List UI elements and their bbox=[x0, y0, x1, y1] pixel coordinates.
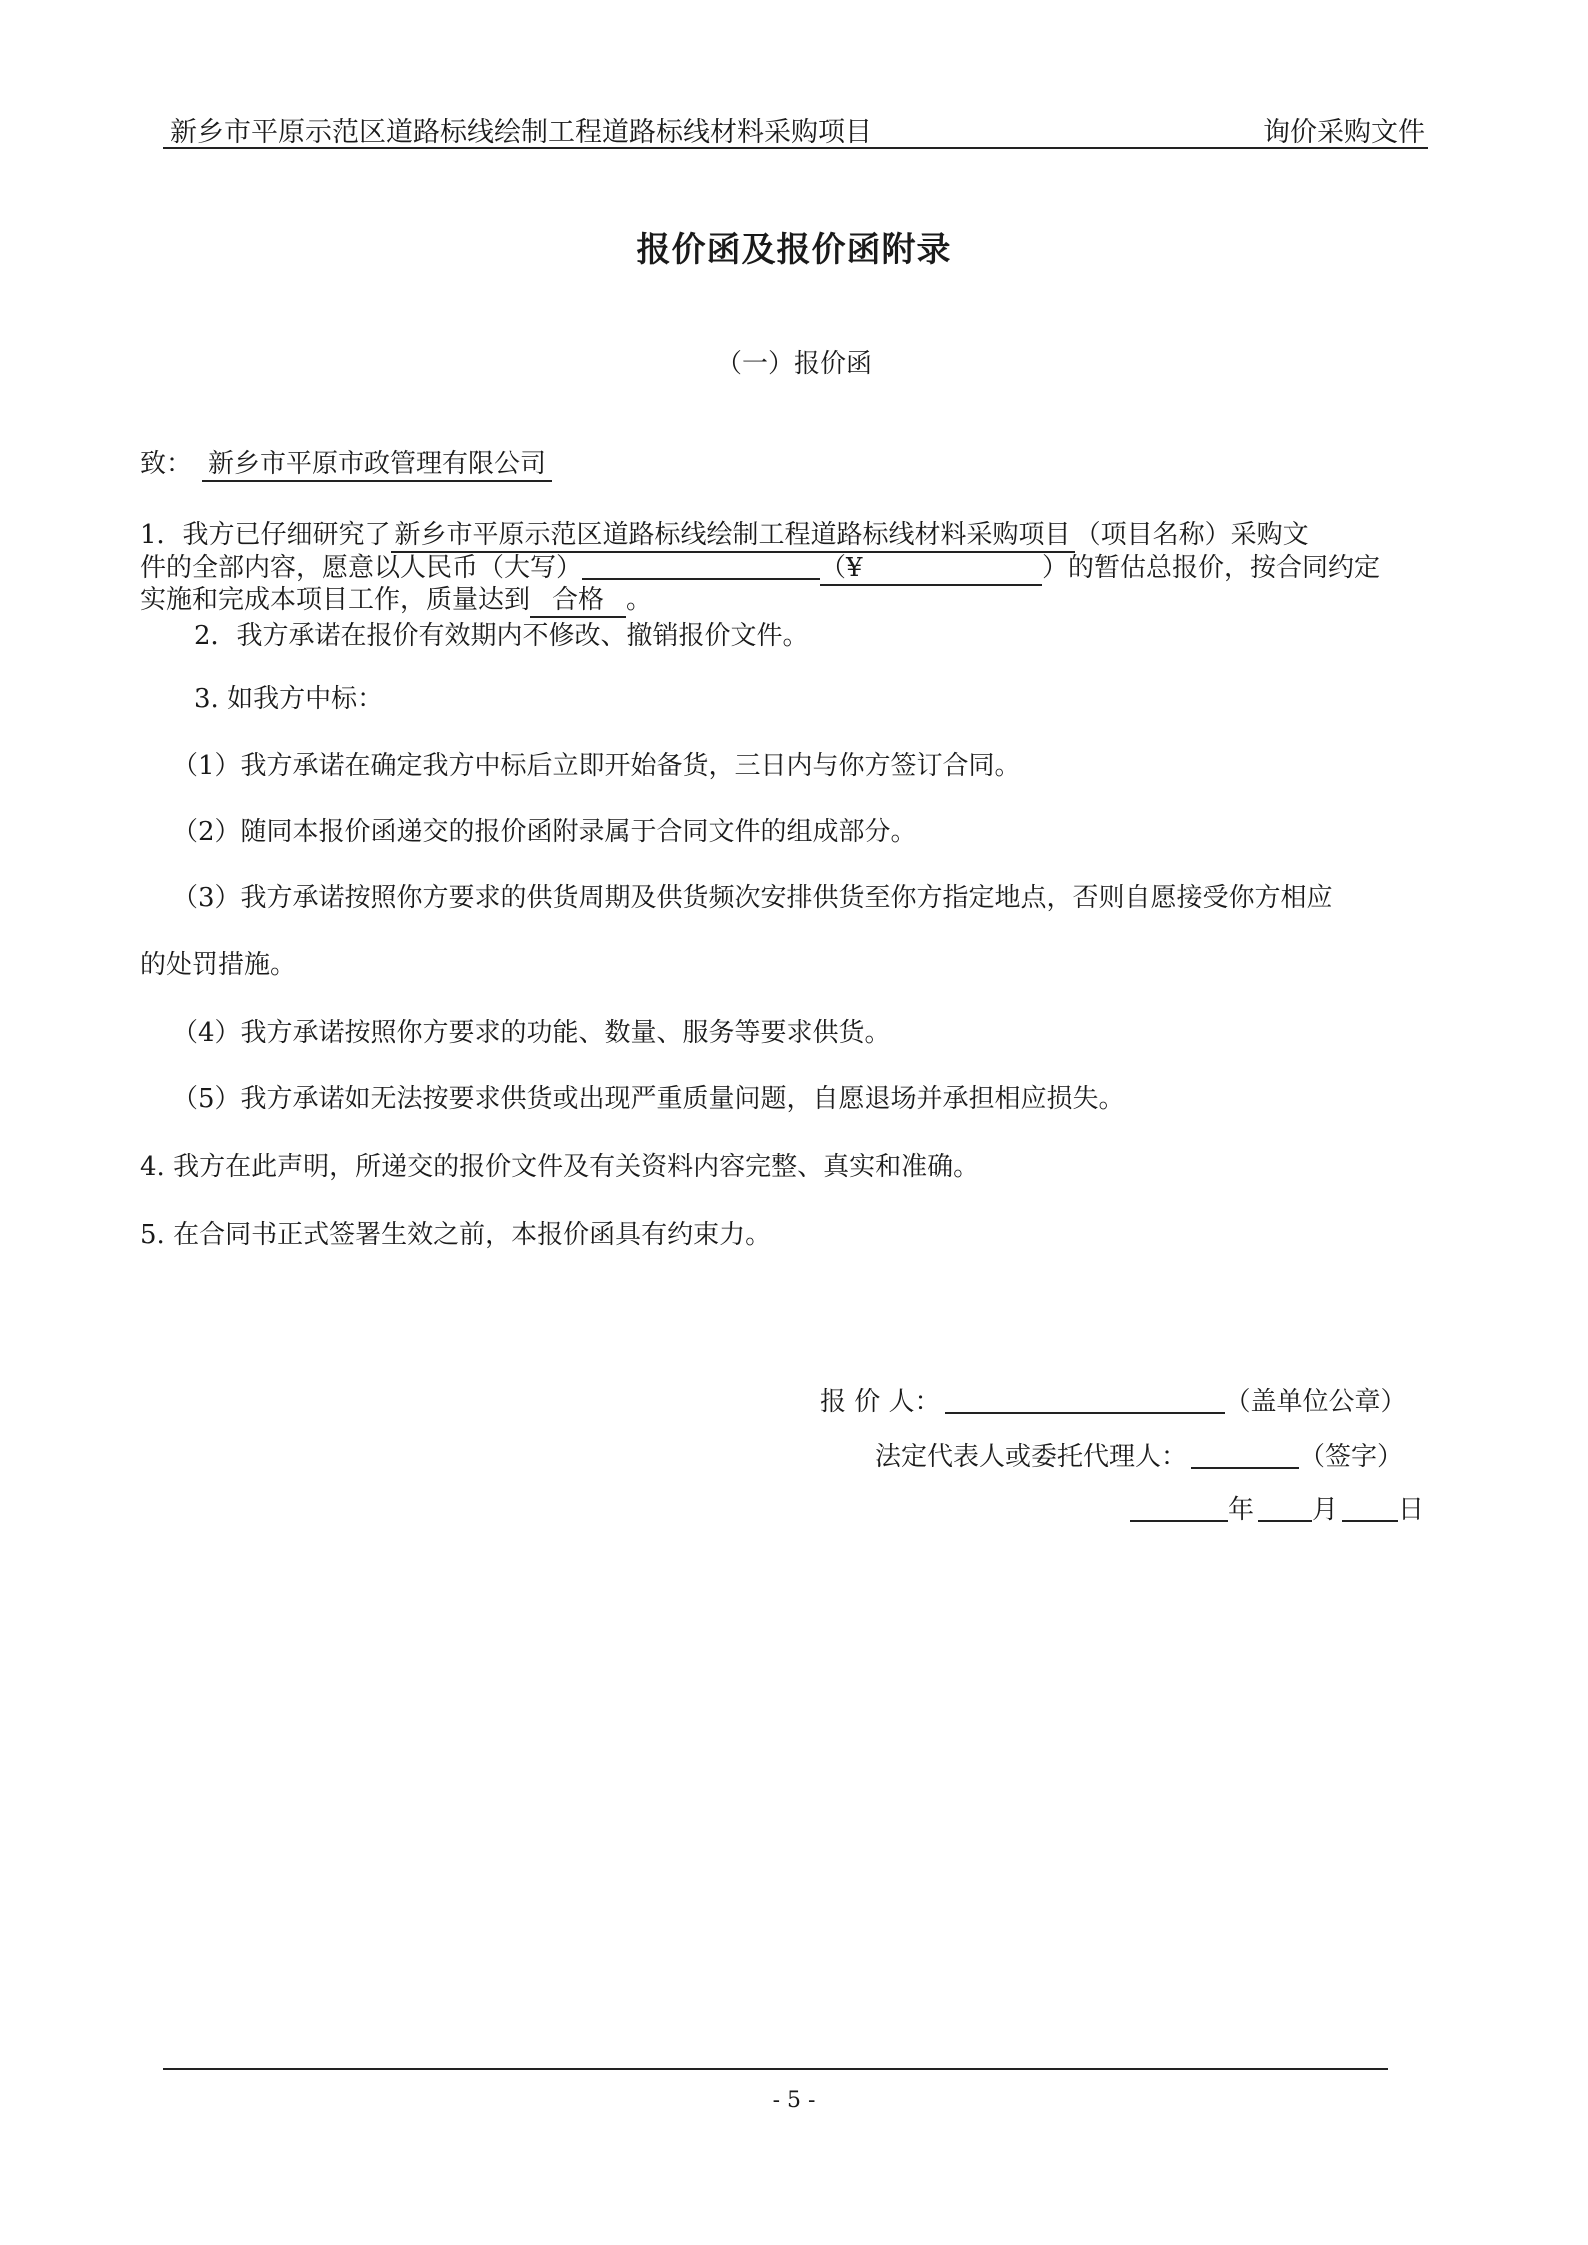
recipient-name: 新乡市平原市政管理有限公司 bbox=[202, 450, 552, 482]
item1-line3 bbox=[140, 579, 652, 618]
recipient-prefix: 致： bbox=[140, 449, 193, 479]
item3: 3. 如我方中标： bbox=[194, 684, 384, 714]
header-doc-type: 询价采购文件 bbox=[1263, 117, 1425, 148]
year-label: 年 bbox=[1228, 1495, 1255, 1525]
bidder-signature-line bbox=[820, 1381, 1407, 1418]
representative-note: （签字） bbox=[1299, 1442, 1404, 1472]
project-name: 新乡市平原示范区道路标线绘制工程道路标线材料采购项目 bbox=[391, 521, 1075, 553]
item2: 2．我方承诺在报价有效期内不修改、撤销报价文件。 bbox=[194, 621, 809, 651]
sub-item-3-line1: （3）我方承诺按照你方要求的供货周期及供货频次安排供货至你方指定地点，否则自愿接受你方相应 bbox=[172, 883, 1333, 913]
sub-item-1: （1）我方承诺在确定我方中标后立即开始备货，三日内与你方签订合同。 bbox=[172, 751, 1021, 781]
amount-figure-blank[interactable] bbox=[820, 554, 1042, 586]
header-rule bbox=[163, 147, 1428, 149]
amount-words-blank[interactable] bbox=[582, 552, 820, 580]
item1-quality-label: 实施和完成本项目工作，质量达到 bbox=[140, 585, 531, 615]
page-title: 报价函及报价函附录 bbox=[636, 230, 952, 270]
representative-label: 法定代表人或委托代理人： bbox=[875, 1442, 1188, 1472]
sub-item-2: （2）随同本报价函递交的报价函附录属于合同文件的组成部分。 bbox=[172, 817, 917, 847]
year-blank[interactable] bbox=[1130, 1494, 1228, 1522]
sub-item-3-line2: 的处罚措施。 bbox=[140, 950, 297, 980]
recipient-line bbox=[140, 443, 552, 482]
day-label: 日 bbox=[1398, 1495, 1425, 1525]
date-line bbox=[1130, 1489, 1424, 1526]
footer-rule bbox=[163, 2068, 1388, 2070]
item1-prefix: 1．我方已仔细研究了 bbox=[140, 520, 391, 550]
page-number: - 5 - bbox=[772, 2088, 816, 2113]
sub-item-4: （4）我方承诺按照你方要求的功能、数量、服务等要求供货。 bbox=[172, 1018, 891, 1048]
bidder-label: 报 价 人： bbox=[820, 1387, 941, 1417]
section-subtitle: （一）报价函 bbox=[715, 349, 872, 379]
representative-blank[interactable] bbox=[1191, 1441, 1299, 1469]
sub-item-5: （5）我方承诺如无法按要求供货或出现严重质量问题，自愿退场并承担相应损失。 bbox=[172, 1084, 1125, 1114]
month-blank[interactable] bbox=[1258, 1494, 1312, 1522]
header-project-title: 新乡市平原示范区道路标线绘制工程道路标线材料采购项目 bbox=[170, 117, 872, 148]
day-blank[interactable] bbox=[1342, 1494, 1398, 1522]
representative-signature-line bbox=[875, 1436, 1403, 1473]
bidder-note: （盖单位公章） bbox=[1224, 1387, 1407, 1417]
bidder-blank[interactable] bbox=[945, 1386, 1225, 1414]
item4: 4. 我方在此声明，所递交的报价文件及有关资料内容完整、真实和准确。 bbox=[140, 1152, 980, 1182]
yen-label: （¥ bbox=[820, 553, 863, 583]
month-label: 月 bbox=[1312, 1495, 1339, 1525]
quality-value: 合格 bbox=[530, 586, 626, 618]
item5: 5. 在合同书正式签署生效之前，本报价函具有约束力。 bbox=[140, 1220, 772, 1250]
item1-amount-label: 件的全部内容，愿意以人民币（大写） bbox=[140, 553, 583, 583]
item1-end: 。 bbox=[626, 585, 653, 615]
item1-amount-suffix: ）的暂估总报价，按合同约定 bbox=[1042, 553, 1381, 583]
item1-suffix: （项目名称）采购文 bbox=[1074, 520, 1309, 550]
